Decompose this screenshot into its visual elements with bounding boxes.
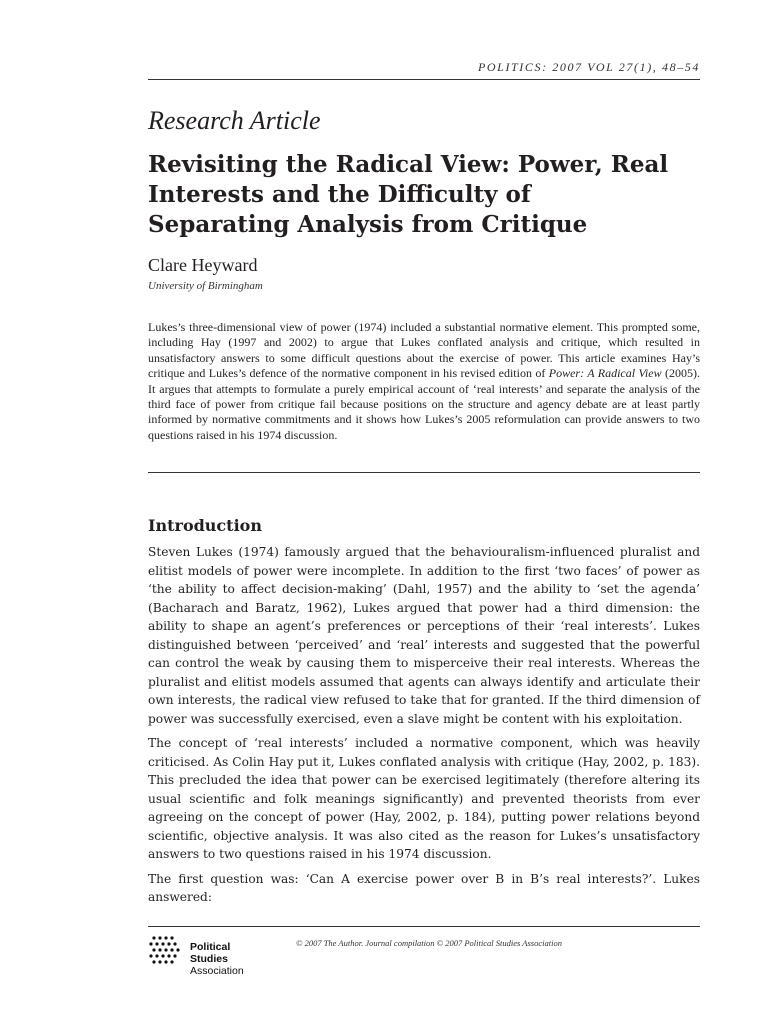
abstract-text: (2005). It argues that attempts to formulate a purely empirical account of ‘real interests’ and separate the analysis of the third face of power from critique fail because positions on the structure and agency debate are at least partly informed by normative commitments and it shows how Lukes’s 2005 reformulation can provide answers to two questions raised in his 1974 discussion. [148, 366, 701, 442]
article-type: Research Article [148, 106, 321, 135]
paragraph: The first question was: ‘Can A exercise power over B in B’s real interests?’. Lukes answered: [148, 871, 700, 904]
page-footer [148, 928, 700, 978]
footer-rule [148, 926, 700, 927]
title-line: Interests and the Difficulty of [148, 181, 531, 208]
section-heading: Introduction [148, 516, 262, 535]
author-name: Clare Heyward [148, 255, 258, 275]
author-affiliation: University of Birmingham [148, 280, 263, 292]
abstract-rule [148, 472, 700, 473]
title-line: Revisiting the Radical View: Power, Real [148, 151, 669, 178]
title-line: Separating Analysis from Critique [148, 211, 588, 238]
logo-line: Political Studies [190, 941, 231, 965]
psa-logo-icon [148, 932, 184, 968]
running-head: POLITICS: 2007 VOL 27(1), 48–54 [477, 60, 700, 74]
abstract-book-title: Power: A Radical View [548, 366, 662, 381]
abstract [148, 320, 700, 443]
body-text [148, 543, 700, 913]
paragraph: The concept of ‘real interests’ included a normative component, which was heavily criticised. As Colin Hay put it, Lukes conflated analysis with critique (Hay, 2002, p. 183). This precluded the idea that power can be exercised legitimately (therefore altering its usual scientific and folk meanings significantly) and prevented theorists from ever agreeing on the concept of power (Hay, 2002, p. 184), putting power relations beyond scientific, objective analysis. It was also cited as the reason for Lukes’s unsatisfactory answers to two questions raised in his 1974 discussion. [148, 736, 700, 861]
abstract-text: Lukes’s three-dimensional view of power (1974) included a substantial normative element. This prompted some, including Hay (1997 and 2002) to argue that Lukes conflated analysis and critique, which resulted in unsatisfactory answers to some difficult questions about the exercise of power. This article examines Hay’s critique and Lukes’s defence of the normative component in his revised edition of [148, 320, 700, 381]
psa-logo-text [190, 941, 268, 977]
logo-line: Association [190, 965, 244, 977]
paragraph: Steven Lukes (1974) famously argued that the behaviouralism-influenced pluralist and elitist models of power were incomplete. In addition to the first ‘two faces’ of power as ‘the ability to affect decision-making’ (Dahl, 1957) and the ability to ‘set the agenda’ (Bacharach and Baratz, 1962), Lukes argued that power had a third dimension: the ability to shape an agent’s preferences or perceptions of their ‘real interests’. Lukes distinguished between ‘perceived’ and ‘real’ interests and suggested that the powerful can control the weak by causing them to misperceive their real interests. Whereas the pluralist and elitist models assumed that agents can always identify and articulate their own interests, the radical view refused to take that for granted. If the third dimension of power was successfully exercised, even a slave might be content with his exploitation. [148, 545, 700, 726]
article-title [148, 150, 708, 240]
psa-logo [148, 932, 268, 977]
copyright-notice: © 2007 The Author. Journal compilation © 2007 Political Studies Association [296, 938, 562, 948]
header-rule [148, 79, 700, 80]
